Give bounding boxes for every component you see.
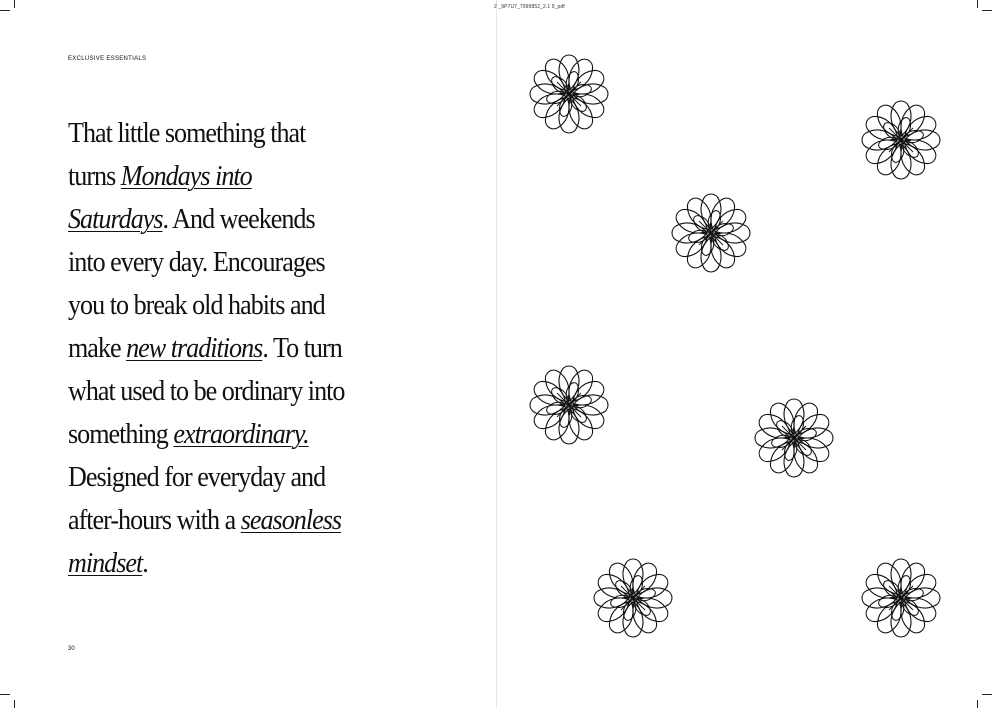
floral-pattern (496, 0, 992, 708)
copy-text: . And weekends into every day. Encourages you to break old habits and make (68, 203, 325, 364)
flower-icon (527, 363, 611, 447)
flower-icon (669, 191, 753, 275)
copy-text: That little something that turns (68, 117, 306, 192)
flower-icon (859, 98, 943, 182)
copy-emphasis: Mondays into Saturdays (68, 160, 252, 235)
flower-icon (752, 396, 836, 480)
crop-mark (0, 694, 10, 695)
section-label: EXCLUSIVE ESSENTIALS (68, 56, 147, 62)
crop-mark (14, 700, 15, 708)
copy-text: . (142, 547, 148, 579)
body-copy (68, 112, 347, 585)
flower-icon (859, 556, 943, 640)
page-number: 30 (68, 646, 75, 652)
copy-text: Designed for everyday and after-hours with a (68, 461, 326, 536)
flower-icon (591, 556, 675, 640)
flower-icon (527, 52, 611, 136)
copy-emphasis: new traditions (126, 332, 263, 364)
print-file-label: 2 _9P7U7_7999852_2.1 9_pdf (494, 4, 565, 10)
crop-mark (0, 10, 10, 11)
copy-emphasis: seasonless mindset (68, 504, 342, 579)
copy-text: . To turn what used to be ordinary into something (68, 332, 345, 450)
copy-emphasis: extraordinary. (173, 418, 309, 450)
crop-mark (14, 0, 15, 8)
